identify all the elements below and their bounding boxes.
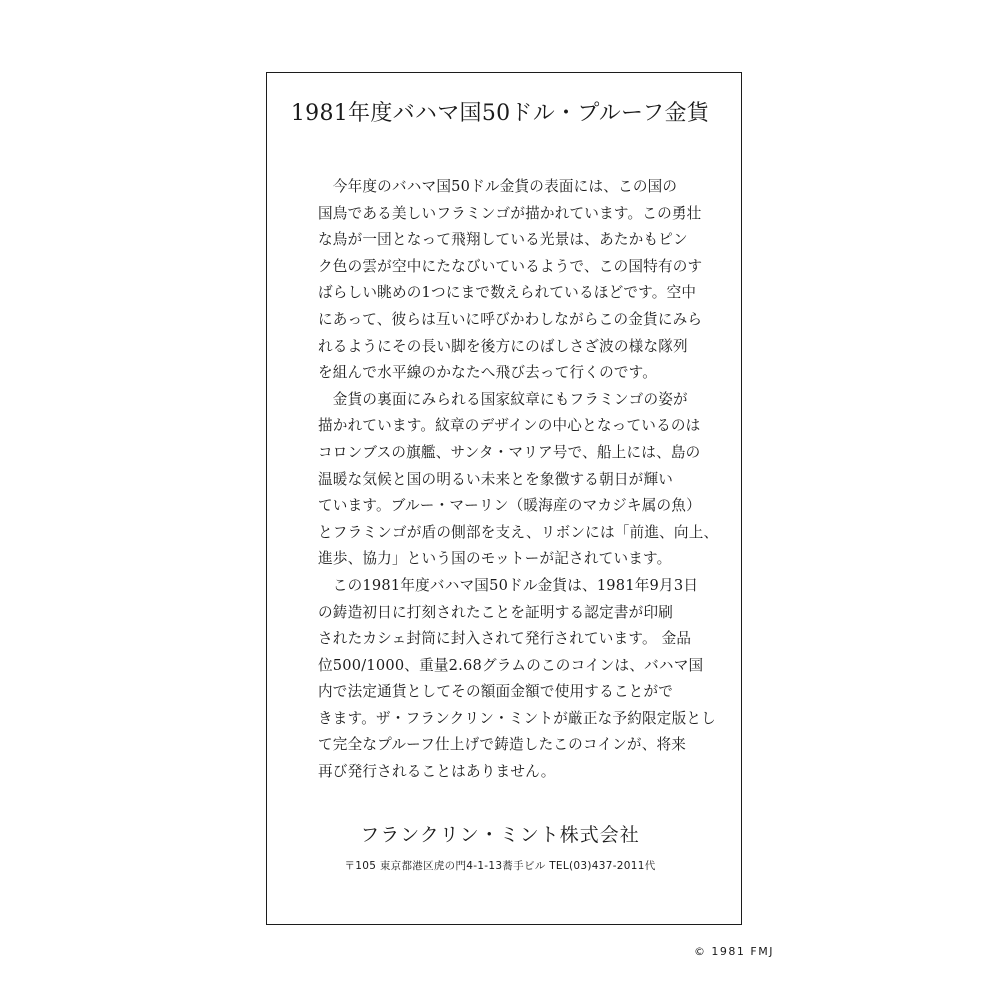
- body-text-line: の鋳造初日に打刻されたことを証明する認定書が印刷: [318, 603, 674, 621]
- body-text-line: 進歩、協力」という国のモットーが記されています。: [318, 550, 672, 568]
- body-text-line: とフラミンゴが盾の側部を支え、リボンには「前進、向上、: [318, 523, 719, 541]
- body-text-line: ています。ブルー・マーリン（暖海産のマカジキ属の魚）: [318, 497, 701, 515]
- body-text-line: 描かれています。紋章のデザインの中心となっているのは: [318, 417, 701, 435]
- body-text-line: を組んで水平線のかなたへ飛び去って行くのです。: [318, 364, 658, 382]
- document-title: 1981年度バハマ国50ドル・プルーフ金貨: [290, 101, 710, 126]
- body-text-line: 国鳥である美しいフラミンゴが描かれています。この勇壮: [318, 204, 702, 222]
- body-text-line: 今年度のバハマ国50ドル金貨の表面には、この国の: [318, 178, 678, 195]
- body-text-line: 位500/1000、重量2.68グラムのこのコインは、バハマ国: [318, 656, 704, 674]
- body-text-line: コロンブスの旗艦、サンタ・マリア号で、船上には、島の: [318, 443, 701, 461]
- company-address: 〒105 東京都港区虎の門4-1-13蕎手ビル TEL(03)437-2011代: [344, 860, 656, 872]
- body-text-line: 金貨の裏面にみられる国家紋章にもフラミンゴの姿が: [318, 390, 688, 408]
- body-text-line: 再び発行されることはありません。: [318, 763, 556, 781]
- body-text-line: されたカシェ封筒に封入されて発行されています。 金品: [318, 630, 692, 648]
- body-text-line: 内で法定通貨としてその額面金額で使用することがで: [318, 683, 674, 701]
- document-body: [318, 174, 718, 786]
- body-text-line: ク色の雲が空中にたなびいているようで、この国特有のす: [318, 257, 703, 275]
- body-text-line: きます。ザ・フランクリン・ミントが厳正な予約限定版とし: [318, 709, 716, 727]
- body-text-line: な鳥が一団となって飛翔している光景は、あたかもピン: [318, 231, 688, 249]
- body-text-line: 温暖な気候と国の明るい未来とを象徴する朝日が輝い: [318, 470, 674, 488]
- body-text-line: この1981年度バハマ国50ドル金貨は、1981年9月3日: [318, 576, 699, 594]
- company-name: フランクリン・ミント株式会社: [360, 824, 640, 846]
- copyright-notice: © 1981 FMJ: [693, 945, 774, 958]
- body-text-line: ばらしい眺めの1つにまで数えられているほどです。空中: [318, 284, 697, 302]
- body-text-line: れるようにその長い脚を後方にのばしさざ波の様な隊列: [318, 337, 688, 355]
- body-text-line: にあって、彼らは互いに呼びかわしながらこの金貨にみら: [318, 310, 703, 328]
- body-text-line: て完全なプルーフ仕上げで鋳造したこのコインが、将来: [318, 736, 687, 754]
